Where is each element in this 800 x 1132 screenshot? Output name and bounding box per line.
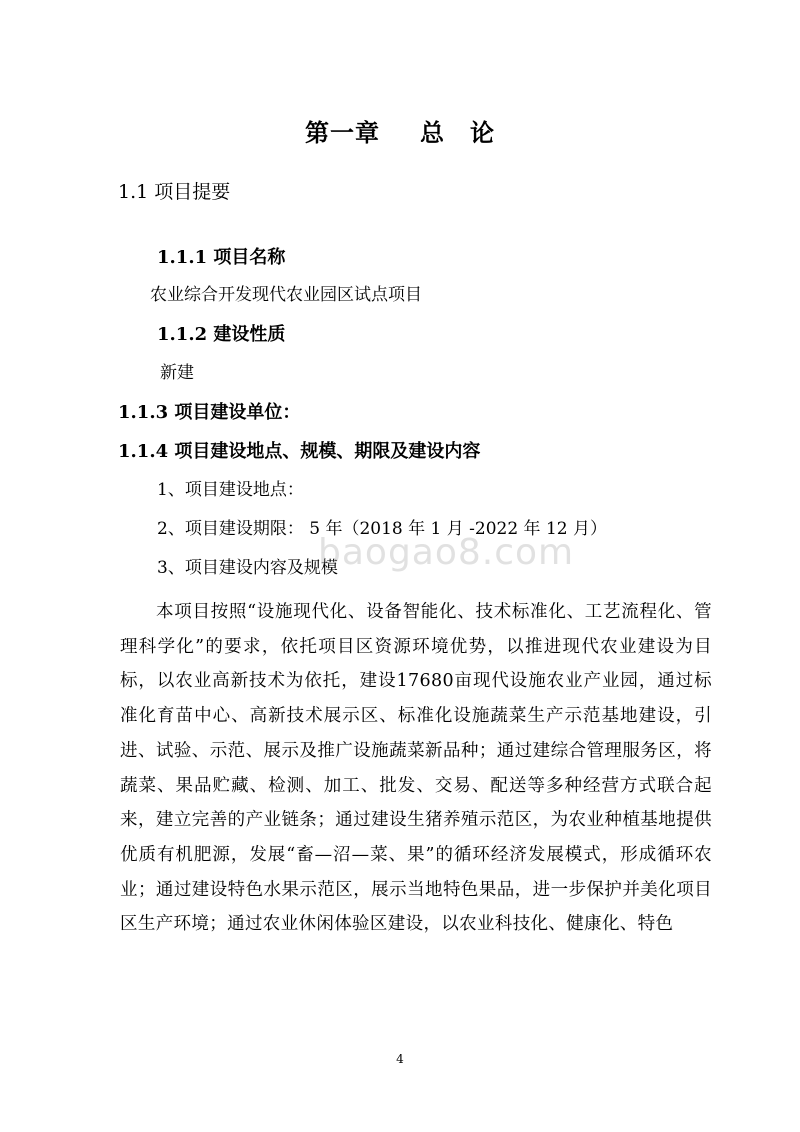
page-number: 4 xyxy=(396,1052,404,1066)
point-location: 1、项目建设地点： xyxy=(157,480,304,500)
point-content: 3、项目建设内容及规模 xyxy=(157,558,338,578)
item-heading-1-1-2: 1.1.2 建设性质 xyxy=(157,324,286,345)
chapter-number: 第一章 xyxy=(305,118,380,147)
item-heading-1-1-1: 1.1.1 项目名称 xyxy=(157,247,286,268)
chapter-name: 总 论 xyxy=(420,118,495,147)
watermark: baogao8.com xyxy=(318,532,575,573)
construction-nature-text: 新建 xyxy=(160,363,194,383)
chapter-title xyxy=(0,118,800,147)
item-heading-1-1-4: 1.1.4 项目建设地点、规模、期限及建设内容 xyxy=(118,441,481,462)
section-heading-1-1: 1.1 项目提要 xyxy=(118,181,231,203)
point-period: 2、项目建设期限： 5 年（2018 年 1 月 -2022 年 12 月） xyxy=(157,519,607,539)
item-heading-1-1-3: 1.1.3 项目建设单位： xyxy=(118,402,301,423)
project-name-text: 农业综合开发现代农业园区试点项目 xyxy=(150,285,422,305)
construction-content-paragraph: 本项目按照“设施现代化、设备智能化、技术标准化、工艺流程化、管理科学化”的要求，依托项目区资源环境优势，以推进现代农业建设为目标，以农业高新技术为依托，建设17680亩现代设施农业产业园，通过标准化育苗中心、高新技术展示区、标准化设施蔬菜生产示范基地建设，引进、试验、示范、展示及推广设施蔬菜新品种；通过建综合管理服务区，将蔬菜、果品贮藏、检测、加工、批发、交易、配送等多种经营方式联合起来，建立完善的产业链条；通过建设生猪养殖示范区，为农业种植基地提供优质有机肥源，发展“畜—沼—菜、果”的循环经济发展模式，形成循环农业；通过建设特色水果示范区，展示当地特色果品，进一步保护并美化项目区生产环境；通过农业休闲体验区建设，以农业科技化、健康化、特色 xyxy=(120,602,712,935)
